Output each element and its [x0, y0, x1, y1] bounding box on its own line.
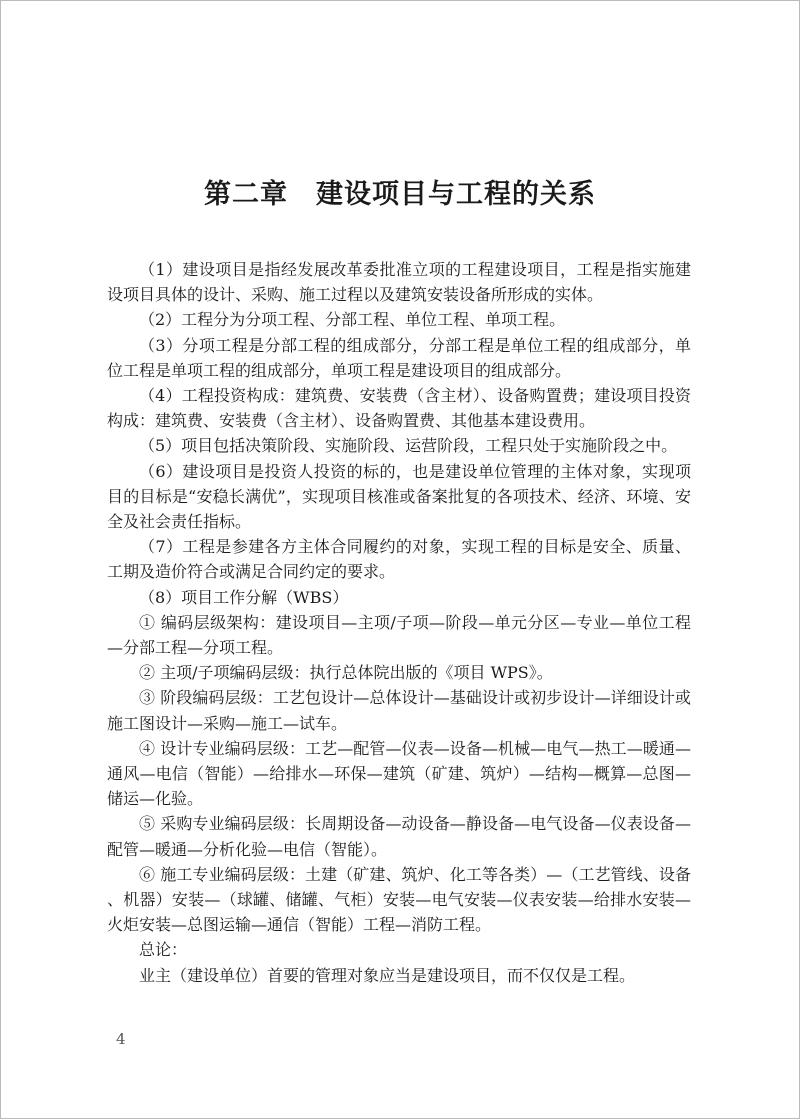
paragraph-4: （4）工程投资构成：建筑费、安装费（含主材）、设备购置费；建设项目投资构成：建筑费、安装费（含主材）、设备购置费、其他基本建设费用。: [107, 386, 691, 431]
wbs-item-4: ④ 设计专业编码层级：工艺—配管—仪表—设备—机械—电气—热工—暖通—通风—电信（智能）—给排水—环保—建筑（矿建、筑炉）—结构—概算—总图—储运—化验。: [107, 738, 691, 809]
wbs-item-5: ⑤ 采购专业编码层级：长周期设备—动设备—静设备—电气设备—仪表设备—配管—暖通—分析化验—电信（智能）。: [107, 814, 691, 859]
wbs-item-2: ② 主项/子项编码层级：执行总体院出版的《项目 WPS》。: [139, 663, 553, 683]
wbs-item-3: ③ 阶段编码层级：工艺包设计—总体设计—基础设计或初步设计—详细设计或施工图设计—采购—施工—试车。: [107, 688, 691, 733]
paragraph-3: （3）分项工程是分部工程的组成部分，分部工程是单位工程的组成部分，单位工程是单项工程的组成部分，单项工程是建设项目的组成部分。: [107, 335, 691, 380]
paragraph-1: （1）建设项目是指经发展改革委批准立项的工程建设项目，工程是指实施建设项目具体的设计、采购、施工过程以及建筑安装设备所形成的实体。: [107, 260, 691, 305]
wbs-item-1: ① 编码层级架构：建设项目—主项/子项—阶段—单元分区—专业—单位工程—分部工程—分项工程。: [107, 612, 691, 658]
wbs-item-6: ⑥ 施工专业编码层级：土建（矿建、筑炉、化工等各类）—（工艺管线、设备、机器）安装—（球罐、储罐、气柜）安装—电气安装—仪表安装—给排水安装—火炬安装—总图运输—通信（智能）工程—消防工程。: [107, 864, 691, 935]
paragraph-8: （8）项目工作分解（WBS）: [139, 587, 349, 607]
summary-text: 业主（建设单位）首要的管理对象应当是建设项目，而不仅仅是工程。: [139, 965, 636, 985]
page-number: 4: [116, 1030, 126, 1048]
chapter-title: 第二章 建设项目与工程的关系: [204, 179, 596, 210]
paragraph-2: （2）工程分为分项工程、分部工程、单位工程、单项工程。: [139, 310, 566, 330]
summary-heading: 总论：: [139, 940, 188, 960]
body-text: [107, 257, 691, 988]
paragraph-7: （7）工程是参建各方主体合同履约的对象，实现工程的目标是安全、质量、工期及造价符合或满足合同约定的要求。: [107, 537, 691, 582]
paragraph-5: （5）项目包括决策阶段、实施阶段、运营阶段，工程只处于实施阶段之中。: [139, 436, 678, 456]
paragraph-6: （6）建设项目是投资人投资的标的，也是建设单位管理的主体对象，实现项目的目标是“安稳长满优”，实现项目核准或备案批复的各项技术、经济、环境、安全及社会责任指标。: [107, 461, 691, 532]
